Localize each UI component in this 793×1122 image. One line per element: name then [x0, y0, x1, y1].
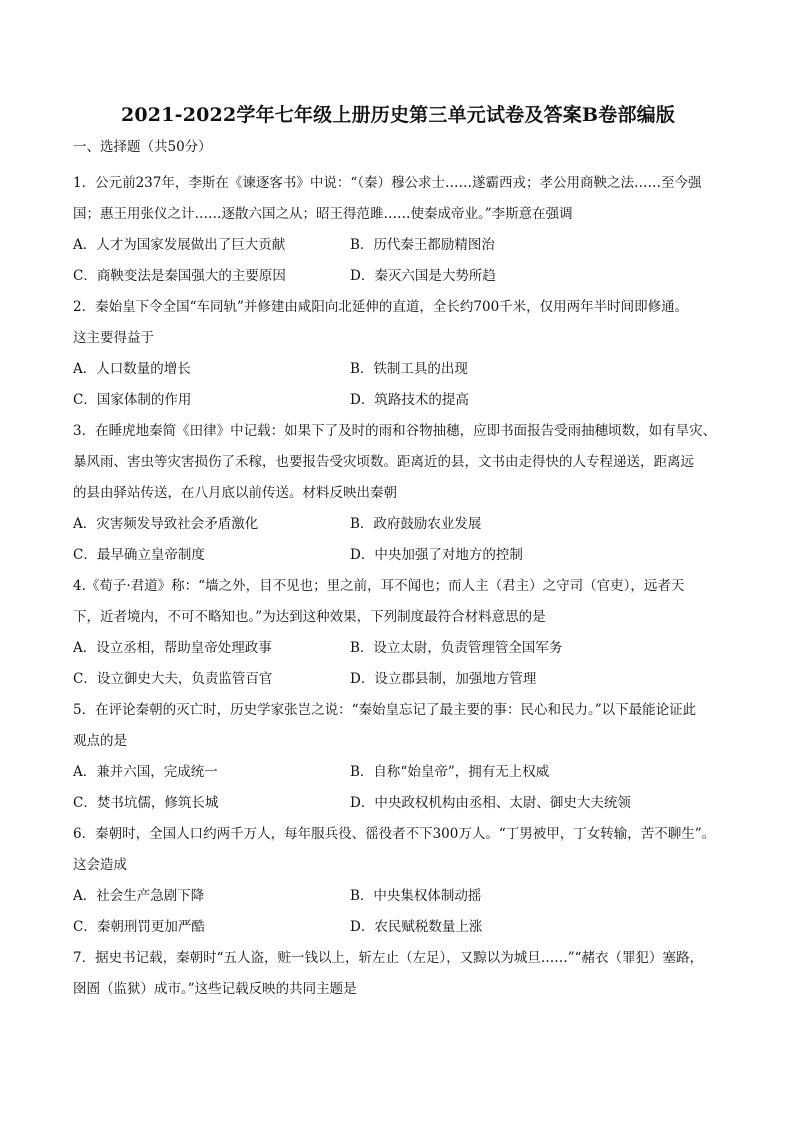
answer-option-C: C．商鞅变法是秦国强大的主要原因 [73, 268, 286, 284]
question-7 [73, 943, 723, 1005]
answer-options [73, 509, 723, 571]
stem-line: 1．公元前237年，李斯在《谏逐客书》中说：“（秦）穆公求士……遂霸西戎；孝公用商鞅之法……至今强 [73, 175, 702, 191]
stem-line: 这会造成 [73, 857, 127, 873]
question-stem [73, 571, 723, 633]
answer-options [73, 354, 723, 416]
answer-options [73, 881, 723, 943]
answer-option-C: C．焚书坑儒，修筑长城 [73, 795, 219, 811]
answer-option-B: B．历代秦王都励精图治 [350, 237, 495, 253]
answer-option-A: A．设立丞相，帮助皇帝处理政事 [73, 640, 272, 656]
question-3 [73, 416, 723, 571]
answer-option-D: D．中央加强了对地方的控制 [350, 547, 523, 563]
answer-option-A: A．兼并六国，完成统一 [73, 764, 218, 780]
answer-option-D: D．农民赋税数量上涨 [350, 919, 483, 935]
question-stem [73, 416, 723, 509]
question-stem [73, 695, 723, 757]
stem-line: 7．据史书记载，秦朝时“五人盗，赃一钱以上，斩左止（左足），又黥以为城旦……”“赭衣（罪犯）塞路， [73, 950, 704, 966]
stem-line: 的县由驿站传送，在八月底以前传送。材料反映出秦朝 [73, 485, 397, 501]
stem-line: 2．秦始皇下令全国“车同轨”并修建由咸阳向北延伸的直道，全长约700千米，仅用两年半时间即修通。 [73, 299, 689, 315]
question-6 [73, 819, 723, 943]
answer-option-A: A．人才为国家发展做出了巨大贡献 [73, 237, 286, 253]
stem-line: 这主要得益于 [73, 330, 154, 346]
stem-line: 3．在睡虎地秦简《田律》中记载：如果下了及时的雨和谷物抽穗，应即书面报告受雨抽穗顷数，如有旱灾、 [73, 423, 717, 439]
answer-option-D: D．设立郡县制，加强地方管理 [350, 671, 537, 687]
page-title: 2021-2022学年七年级上册历史第三单元试卷及答案B卷部编版 [120, 104, 676, 126]
stem-line: 4.《荀子·君道》称：“墙之外，目不见也；里之前，耳不闻也；而人主（君主）之守司（官吏），远者天 [73, 578, 685, 594]
stem-line: 5．在评论秦朝的灭亡时，历史学家张岂之说：“秦始皇忘记了最主要的事：民心和民力。”以下最能论证此 [73, 702, 697, 718]
stem-line: 国；惠王用张仪之计……逐散六国之从；昭王得范雎……使秦成帝业。”李斯意在强调 [73, 206, 573, 222]
question-stem [73, 168, 723, 230]
question-2 [73, 292, 723, 416]
answer-option-A: A．灾害频发导致社会矛盾激化 [73, 516, 259, 532]
answer-option-C: C．设立御史大夫，负责监管百官 [73, 671, 273, 687]
stem-line: 囹圄（监狱）成市。”这些记载反映的共同主题是 [73, 981, 357, 997]
question-stem [73, 819, 723, 881]
answer-option-B: B．铁制工具的出现 [350, 361, 468, 377]
answer-option-C: C．国家体制的作用 [73, 392, 192, 408]
answer-option-A: A．社会生产急剧下降 [73, 888, 205, 904]
answer-option-D: D．中央政权机构由丞相、太尉、御史大夫统领 [350, 795, 631, 811]
answer-option-C: C．秦朝刑罚更加严酷 [73, 919, 205, 935]
answer-option-D: D．秦灭六国是大势所趋 [350, 268, 496, 284]
answer-option-C: C．最早确立皇帝制度 [73, 547, 205, 563]
stem-line: 观点的是 [73, 733, 127, 749]
question-list [73, 168, 723, 1005]
stem-line: 6．秦朝时，全国人口约两千万人，每年服兵役、徭役者不下300万人。“丁男被甲，丁女转输，苦不聊生”。 [73, 826, 716, 842]
question-4 [73, 571, 723, 695]
question-1 [73, 168, 723, 292]
answer-option-D: D．筑路技术的提高 [350, 392, 469, 408]
answer-options [73, 757, 723, 819]
question-5 [73, 695, 723, 819]
answer-options [73, 633, 723, 695]
answer-option-B: B．自称“始皇帝”，拥有无上权威 [350, 764, 550, 780]
answer-option-B: B．中央集权体制动摇 [350, 888, 482, 904]
answer-option-A: A．人口数量的增长 [73, 361, 191, 377]
answer-option-B: B．政府鼓励农业发展 [350, 516, 482, 532]
question-stem [73, 292, 723, 354]
section-heading: 一、选择题（共50分） [73, 139, 212, 155]
stem-line: 暴风雨、害虫等灾害损伤了禾稼，也要报告受灾顷数。距离近的县，文书由走得快的人专程递送，距离远 [73, 454, 694, 470]
question-stem [73, 943, 723, 1005]
answer-option-B: B．设立太尉，负责管理管全国军务 [350, 640, 563, 656]
stem-line: 下，近者境内，不可不略知也。”为达到这种效果，下列制度最符合材料意思的是 [73, 609, 546, 625]
answer-options [73, 230, 723, 292]
